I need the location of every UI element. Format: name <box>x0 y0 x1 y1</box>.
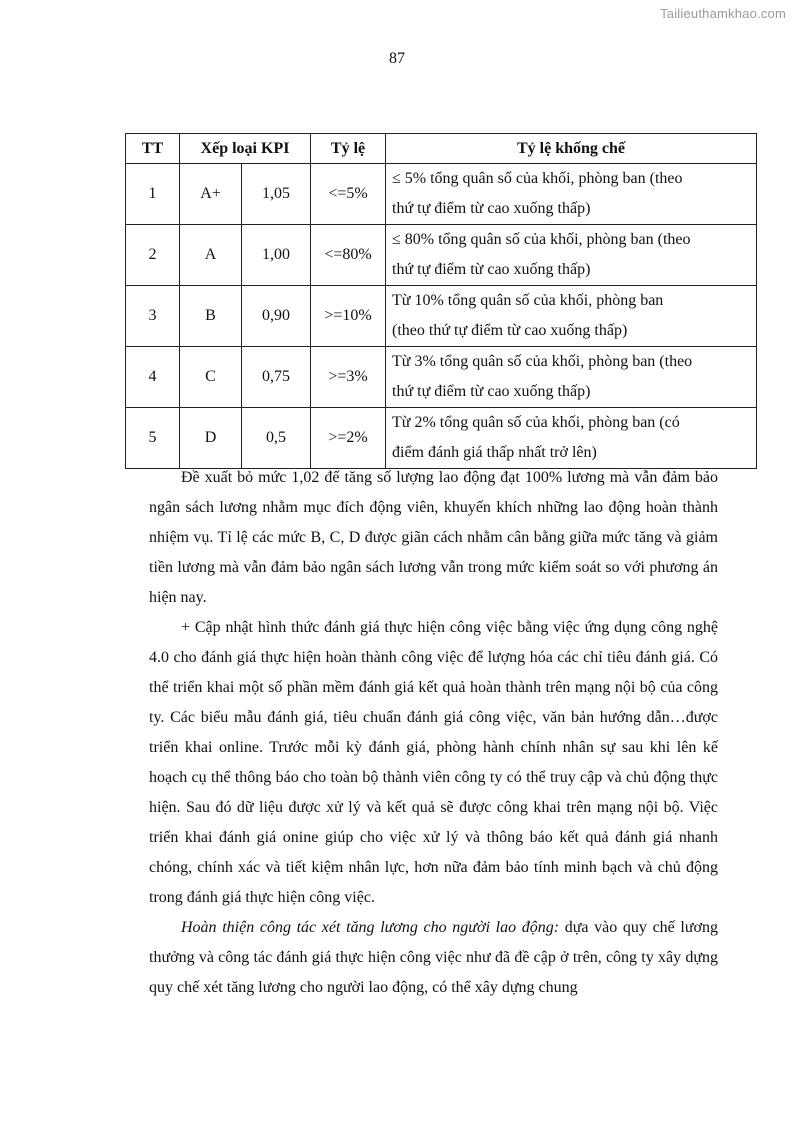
cell-coefficient: 0,75 <box>242 347 311 408</box>
cell-tt: 3 <box>126 286 180 347</box>
paragraph: + Cập nhật hình thức đánh giá thực hiện công việc bằng việc ứng dụng công nghệ 4.0 cho đánh giá thực hiện hoàn thành công việc để lượng hóa các chỉ tiêu đánh giá. Có thể triển khai một số phần mềm đánh giá kết quả hoàn thành trên mạng nội bộ của công ty. Các biểu mẫu đánh giá, tiêu chuẩn đánh giá công việc, văn bản hướng dẫn…được triển khai online. Trước mỗi kỳ đánh giá, phòng hành chính nhân sự sau khi lên kế hoạch cụ thể thông báo cho toàn bộ thành viên công ty có thể truy cập và chủ động thực hiện. Sau đó dữ liệu được xử lý và kết quả sẽ được công khai trên mạng nội bộ. Việc triển khai đánh giá onine giúp cho việc xử lý và thông báo kết quả đánh giá nhanh chóng, chính xác và tiết kiệm nhân lực, hơn nữa đảm bảo tính minh bạch và chủ động trong đánh giá thực hiện công việc. <box>149 619 718 906</box>
table-row <box>126 225 757 286</box>
page-number: 87 <box>389 50 405 67</box>
cell-rate: >=2% <box>311 408 386 469</box>
cell-grade: B <box>180 286 242 347</box>
cell-cap-rate <box>386 286 757 347</box>
cap-rate-line: ≤ 5% tổng quân số của khối, phòng ban (theo <box>392 170 683 187</box>
table-header-row <box>126 134 757 164</box>
cap-rate-line: (theo thứ tự điểm từ cao xuống thấp) <box>392 322 628 339</box>
cell-rate: >=3% <box>311 347 386 408</box>
header-tt: TT <box>126 134 180 164</box>
cell-coefficient: 1,00 <box>242 225 311 286</box>
cell-cap-rate <box>386 225 757 286</box>
table-row <box>126 164 757 225</box>
cell-tt: 5 <box>126 408 180 469</box>
paragraph-italic-lead: Hoàn thiện công tác xét tăng lương cho người lao động: <box>181 919 560 936</box>
cell-rate: <=5% <box>311 164 386 225</box>
kpi-rating-table <box>125 133 757 469</box>
cell-rate: >=10% <box>311 286 386 347</box>
table-row <box>126 347 757 408</box>
cell-tt: 1 <box>126 164 180 225</box>
cell-coefficient: 0,90 <box>242 286 311 347</box>
cell-grade: A <box>180 225 242 286</box>
cell-grade: D <box>180 408 242 469</box>
header-cap-rate: Tỷ lệ khống chế <box>386 134 757 164</box>
table-row <box>126 408 757 469</box>
cell-cap-rate <box>386 408 757 469</box>
cell-coefficient: 0,5 <box>242 408 311 469</box>
cell-coefficient: 1,05 <box>242 164 311 225</box>
cell-cap-rate <box>386 347 757 408</box>
body-text <box>149 463 718 1003</box>
cap-rate-line: Từ 10% tổng quân số của khối, phòng ban <box>392 292 664 309</box>
cap-rate-line: điểm đánh giá thấp nhất trở lên) <box>392 444 597 461</box>
cell-tt: 4 <box>126 347 180 408</box>
cell-rate: <=80% <box>311 225 386 286</box>
paragraph: Đề xuất bỏ mức 1,02 để tăng số lượng lao động đạt 100% lương mà vẫn đảm bảo ngân sách lương nhằm mục đích động viên, khuyến khích những lao động hoàn thành nhiệm vụ. Tỉ lệ các mức B, C, D được giãn cách nhằm cân bằng giữa mức tăng và giảm tiền lương mà vẫn đảm bảo ngân sách lương vẫn trong mức kiểm soát so với phương án hiện nay. <box>149 469 718 606</box>
cap-rate-line: thứ tự điểm từ cao xuống thấp) <box>392 200 591 217</box>
paragraph <box>149 913 718 1003</box>
paragraph-text: dựa vào quy chế lương thưởng và công tác đánh giá thực hiện công việc như đã đề cập ở trên, công ty xây dựng quy chế xét tăng lương cho người lao động, có thể xây dựng chung <box>149 919 719 996</box>
table-row <box>126 286 757 347</box>
cap-rate-line: thứ tự điểm từ cao xuống thấp) <box>392 261 591 278</box>
header-rate: Tỷ lệ <box>311 134 386 164</box>
cap-rate-line: Từ 3% tổng quân số của khối, phòng ban (theo <box>392 353 693 370</box>
header-kpi-grade: Xếp loại KPI <box>180 134 311 164</box>
watermark: Tailieuthamkhao.com <box>660 6 786 21</box>
cell-cap-rate <box>386 164 757 225</box>
cap-rate-line: thứ tự điểm từ cao xuống thấp) <box>392 383 591 400</box>
cell-tt: 2 <box>126 225 180 286</box>
cap-rate-line: Từ 2% tổng quân số của khối, phòng ban (có <box>392 414 680 431</box>
cap-rate-line: ≤ 80% tổng quân số của khối, phòng ban (theo <box>392 231 691 248</box>
cell-grade: A+ <box>180 164 242 225</box>
cell-grade: C <box>180 347 242 408</box>
